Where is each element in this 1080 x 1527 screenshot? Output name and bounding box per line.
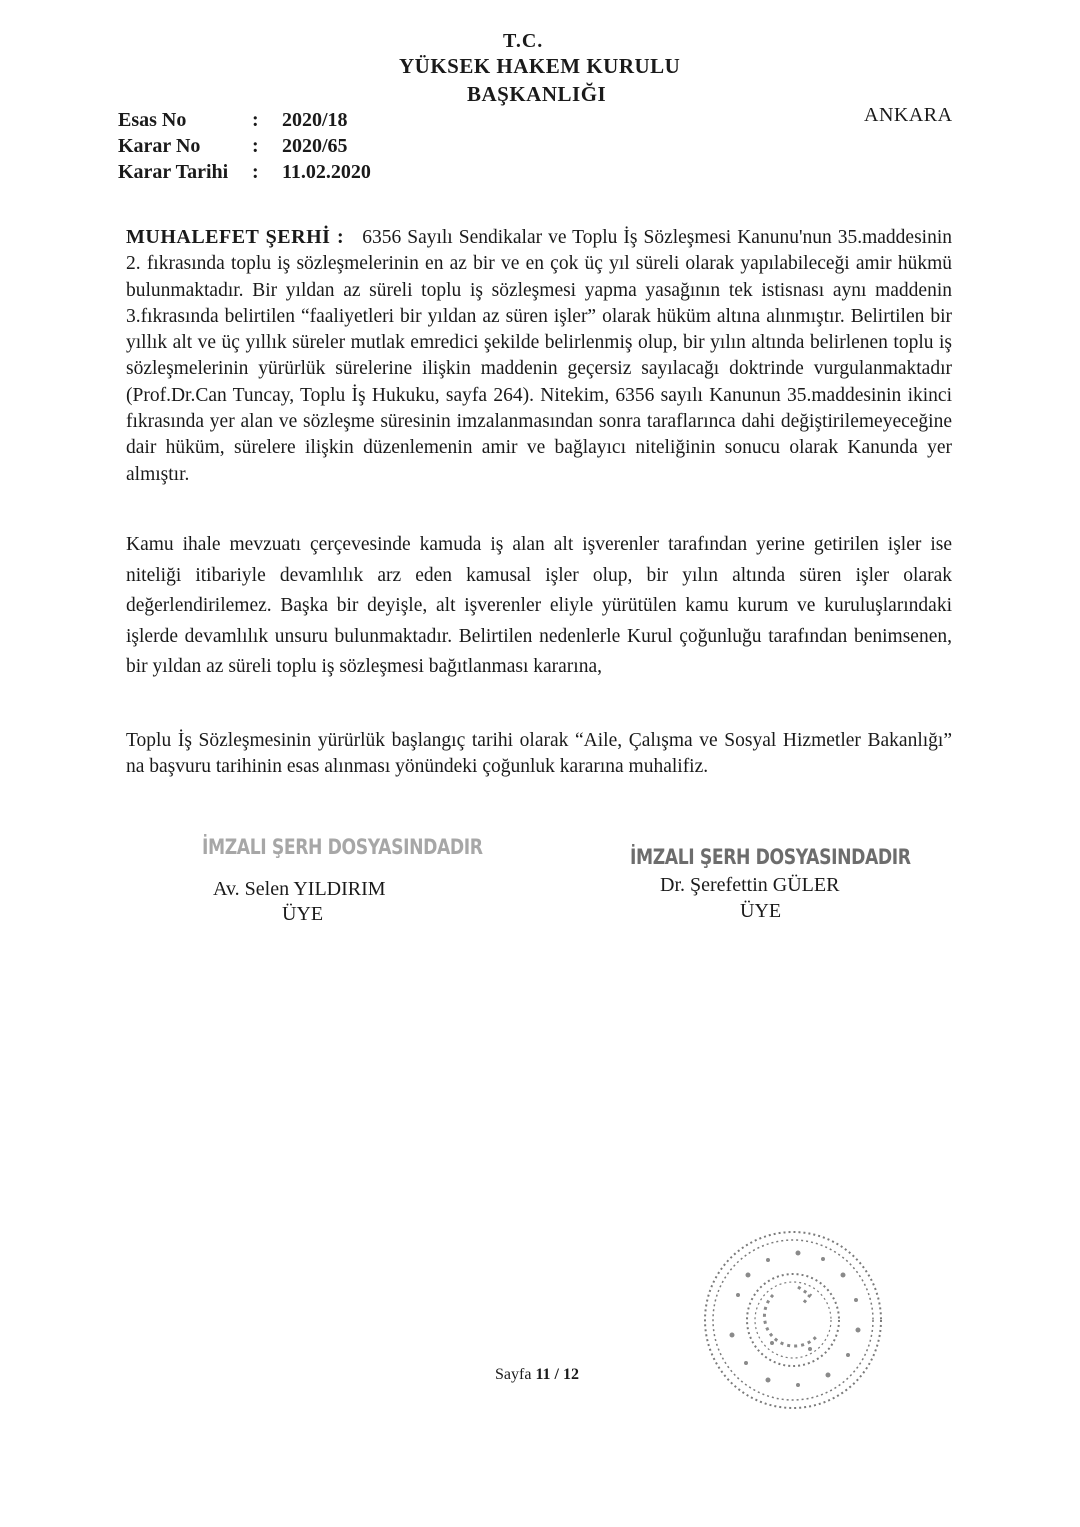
dissent-heading: MUHALEFET ŞERHİ :: [126, 226, 345, 248]
signatory-role-right: ÜYE: [740, 900, 782, 922]
page-label: Sayfa: [495, 1366, 532, 1383]
signatory-name-left: Av. Selen YILDIRIM: [213, 878, 386, 900]
official-seal-icon: [698, 1225, 888, 1415]
karar-value: 2020/65: [282, 135, 348, 157]
header-line-presidency: BAŞKANLIĞI: [467, 82, 607, 106]
signed-dissent-stamp-left: İMZALI ŞERH DOSYASINDADIR: [202, 835, 483, 859]
dissent-paragraph-1-text: 6356 Sayılı Sendikalar ve Toplu İş Sözleşmesi Kanunu'nun 35.maddesinin 2. fıkrasında toplu iş sözleşmelerinin en az bir ve en çok üç yıl süreli olarak yapılabileceği amir hükmü bulunmaktadır. Bir yıldan az süreli toplu iş sözleşmesi yapma yasağının tek istisnası aynı maddenin 3.fıkrasında belirtilen “faaliyetleri bir yıldan az süren işler” olarak hüküm altına alınmıştır. Belirtilen bir yıllık alt ve üç yıllık süreler mutlak emredici şekilde belirlenmiş olup, bir yılın altında belirlenen toplu iş sözleşmelerinin yürürlük sürelerine ilişkin maddenin geçersiz sayılacağı doktrinde vurgulanmaktadır (Prof.Dr.Can Tuncay, Toplu İş Hukuku, sayfa 264). Nitekim, 6356 sayılı Kanunun 35.maddesinin ikinci fıkrasında yer alan ve sözleşme süresinin imzalanmasından sonra taraflarınca dahi değiştirilemeyeceğine dair hüküm, sürelere ilişkin düzenlemenin amir ve bağlayıcı niteliğinin sonucu olarak Kanunda yer almıştır.: [126, 227, 953, 485]
dissent-paragraph-3: Toplu İş Sözleşmesinin yürürlük başlangıç tarihi olarak “Aile, Çalışma ve Sosyal Hizmetler Bakanlığı” na başvuru tarihinin esas alınması yönündeki çoğunluk kararına muhalifiz.: [126, 730, 952, 778]
karar-row: [118, 133, 371, 159]
karar-separator: :: [252, 135, 259, 157]
signatory-name-right: Dr. Şerefettin GÜLER: [660, 874, 840, 896]
header-line-tc: T.C.: [503, 30, 544, 52]
dissent-paragraph-2: Kamu ihale mevzuatı çerçevesinde kamuda iş alan alt işverenler tarafından yerine getirilen işler ise niteliği itibariyle devamlılık arz eden kamusal işler olup, bir yılın altında süren işler olarak değerlendirilemez. Başka bir deyişle, alt işverenler eliyle yürütülen kamu kurum ve kuruluşlarındaki işlerde devamlılık unsuru bulunmaktadır. Belirtilen nedenlerle Kurul çoğunluğu tarafından benimsenen, bir yıldan az süreli toplu iş sözleşmesi bağıtlanması kararına,: [126, 534, 952, 677]
city-label: ANKARA: [864, 104, 953, 126]
tarih-label: Karar Tarihi: [118, 161, 229, 183]
karar-label: Karar No: [118, 135, 201, 157]
tarih-row: [118, 159, 371, 185]
esas-separator: :: [252, 109, 259, 131]
tarih-value: 11.02.2020: [282, 161, 371, 183]
esas-value: 2020/18: [282, 109, 348, 131]
esas-row: [118, 107, 371, 133]
header-line-institution: YÜKSEK HAKEM KURULU: [399, 54, 681, 78]
signatory-role-left: ÜYE: [282, 903, 324, 925]
dissent-paragraph-1: [126, 224, 952, 488]
signed-dissent-stamp-right: İMZALI ŞERH DOSYASINDADIR: [630, 845, 911, 869]
esas-label: Esas No: [118, 109, 187, 131]
case-metadata: [118, 107, 371, 185]
page-number: 11 / 12: [535, 1366, 579, 1383]
tarih-separator: :: [252, 161, 259, 183]
page-indicator: [495, 1366, 579, 1384]
